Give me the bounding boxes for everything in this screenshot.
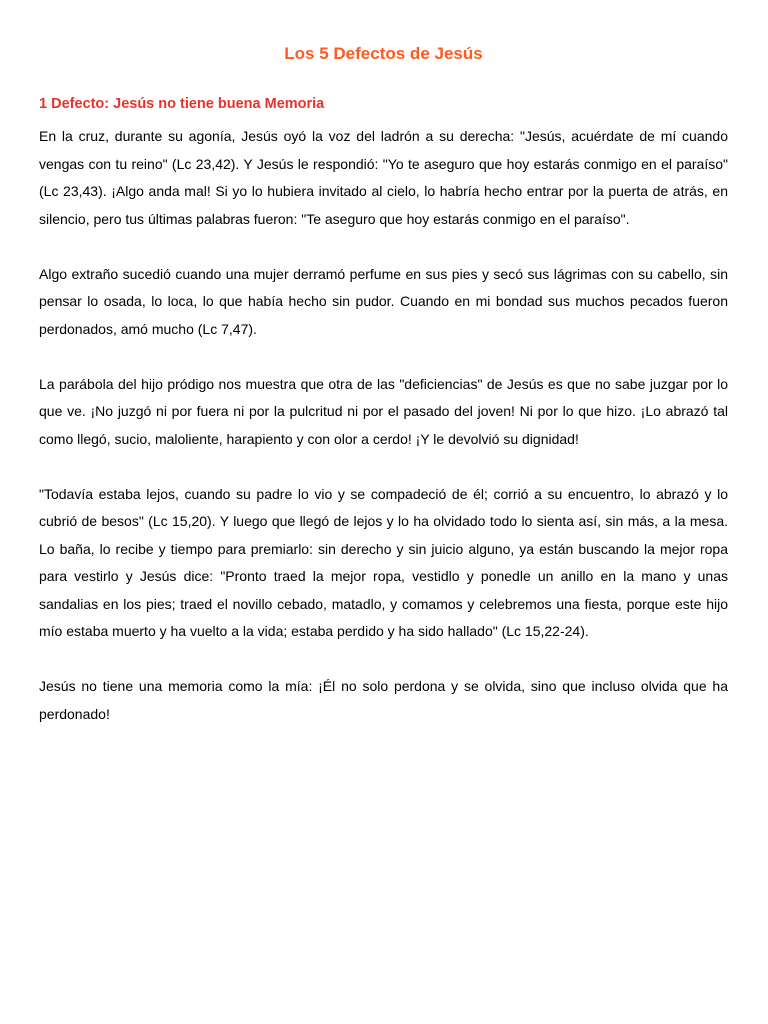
paragraph-1: En la cruz, durante su agonía, Jesús oyó la voz del ladrón a su derecha: "Jesús, acuérdate de mí cuando vengas con tu reino" (Lc 23,42). Y Jesús le respondió: "Yo te aseguro que hoy estarás conmigo en el paraíso" (Lc 23,43). ¡Algo anda mal! Si yo lo hubiera invitado al cielo, lo habría hecho entrar por la puerta de atrás, en silencio, pero tus últimas palabras fueron: "Te aseguro que hoy estarás conmigo en el paraíso". xyxy=(39,128,728,227)
document-title: Los 5 Defectos de Jesús xyxy=(284,44,483,63)
paragraph-2: Algo extraño sucedió cuando una mujer derramó perfume en sus pies y secó sus lágrimas con su cabello, sin pensar lo osada, lo loca, lo que había hecho sin pudor. Cuando en mi bondad sus muchos pecados fueron perdonados, amó mucho (Lc 7,47). xyxy=(39,265,728,337)
paragraph-4: "Todavía estaba lejos, cuando su padre lo vio y se compadeció de él; corrió a su encuentro, lo abrazó y lo cubrió de besos" (Lc 15,20). Y luego que llegó de lejos y lo ha olvidado todo lo sienta así, sin más, a la mesa. Lo baña, lo recibe y tiempo para premiarlo: sin derecho y sin juicio alguno, ya están buscando la mejor ropa para vestirlo y Jesús dice: "Pronto traed la mejor ropa, vestidlo y ponedle un anillo en la mano y unas sandalias en los pies; traed el novillo cebado, matadlo, y comamos y celebremos una fiesta, porque este hijo mío estaba muerto y ha vuelto a la vida; estaba perdido y ha sido hallado" (Lc 15,22-24). xyxy=(39,485,728,639)
paragraph-5: Jesús no tiene una memoria como la mía: ¡Él no solo perdona y se olvida, sino que incluso olvida que ha perdonado! xyxy=(39,678,728,722)
paragraph-3: La parábola del hijo pródigo nos muestra que otra de las "deficiencias" de Jesús es que no sabe juzgar por lo que ve. ¡No juzgó ni por fuera ni por la pulcritud ni por el pasado del joven! Ni por lo que hizo. ¡Lo abrazó tal como llegó, sucio, maloliente, harapiento y con olor a cerdo! ¡Y le devolvió su dignidad! xyxy=(39,375,728,447)
document-page xyxy=(39,0,728,728)
section-heading: 1 Defecto: Jesús no tiene buena Memoria xyxy=(39,96,325,112)
